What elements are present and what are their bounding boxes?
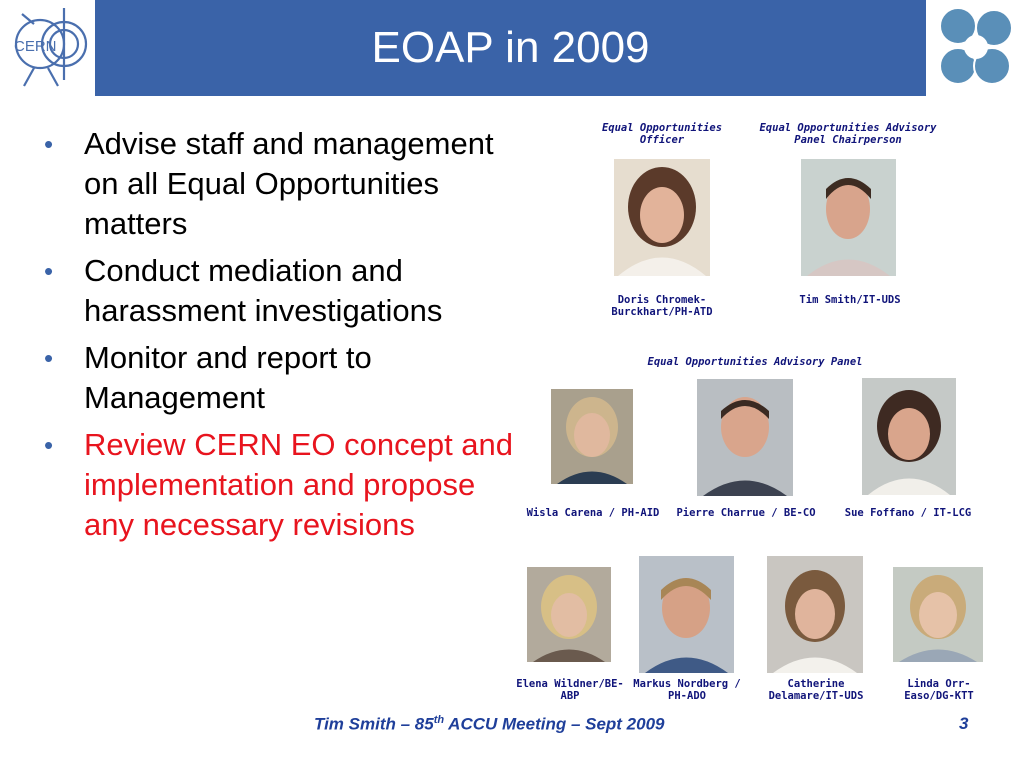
photo-sue xyxy=(862,378,956,495)
photo-doris xyxy=(614,159,710,276)
bullet-item xyxy=(40,338,520,418)
accu-logo xyxy=(932,4,1020,90)
name-caption: Catherine Delamare/IT-UDS xyxy=(768,678,864,702)
role-chair-heading: Equal Opportunities Advisory Panel Chairperson xyxy=(759,122,937,146)
name-caption: Doris Chromek-Burckhart/PH-ATD xyxy=(611,294,713,318)
footer-text: Tim Smith – 85th ACCU Meeting – Sept 2009 xyxy=(314,714,665,734)
name-caption: Wisla Carena / PH-AID xyxy=(526,507,660,519)
photo-elena xyxy=(527,567,611,662)
photo-pierre xyxy=(697,379,793,496)
name-caption: Pierre Charrue / BE-CO xyxy=(676,507,816,519)
bullet-item xyxy=(40,124,520,244)
name-caption: Tim Smith/IT-UDS xyxy=(799,294,901,306)
bullet-text: Advise staff and management on all Equal Opportunities matters xyxy=(84,126,494,241)
title-bar xyxy=(95,0,926,96)
photo-wisla xyxy=(551,389,633,484)
cern-logo xyxy=(4,4,90,88)
role-officer-heading: Equal Opportunities Officer xyxy=(601,122,723,146)
page-number: 3 xyxy=(959,714,969,733)
svg-text:CERN: CERN xyxy=(14,38,57,55)
bullet-text: Conduct mediation and harassment investigations xyxy=(84,253,443,328)
bullet-text: Review CERN EO concept and implementation and propose any necessary revisions xyxy=(84,427,514,542)
bullet-dot-icon: • xyxy=(44,430,54,460)
panel-heading: Equal Opportunities Advisory Panel xyxy=(647,356,863,368)
bullet-dot-icon: • xyxy=(44,129,54,159)
photo-catherine xyxy=(767,556,863,673)
bullet-dot-icon: • xyxy=(44,256,54,286)
photo-markus xyxy=(639,556,734,673)
bullet-dot-icon: • xyxy=(44,343,54,373)
photo-tim xyxy=(801,159,896,276)
name-caption: Elena Wildner/BE-ABP xyxy=(516,678,624,702)
name-caption: Markus Nordberg / PH-ADO xyxy=(633,678,741,702)
slide-title: EOAP in 2009 xyxy=(371,23,650,72)
bullet-text: Monitor and report to Management xyxy=(84,340,372,415)
bullet-item-highlight xyxy=(40,425,520,545)
bullet-list xyxy=(40,124,520,552)
bullet-item xyxy=(40,251,520,331)
photo-linda xyxy=(893,567,983,662)
name-caption: Linda Orr-Easo/DG-KTT xyxy=(904,678,974,702)
name-caption: Sue Foffano / IT-LCG xyxy=(844,507,972,519)
